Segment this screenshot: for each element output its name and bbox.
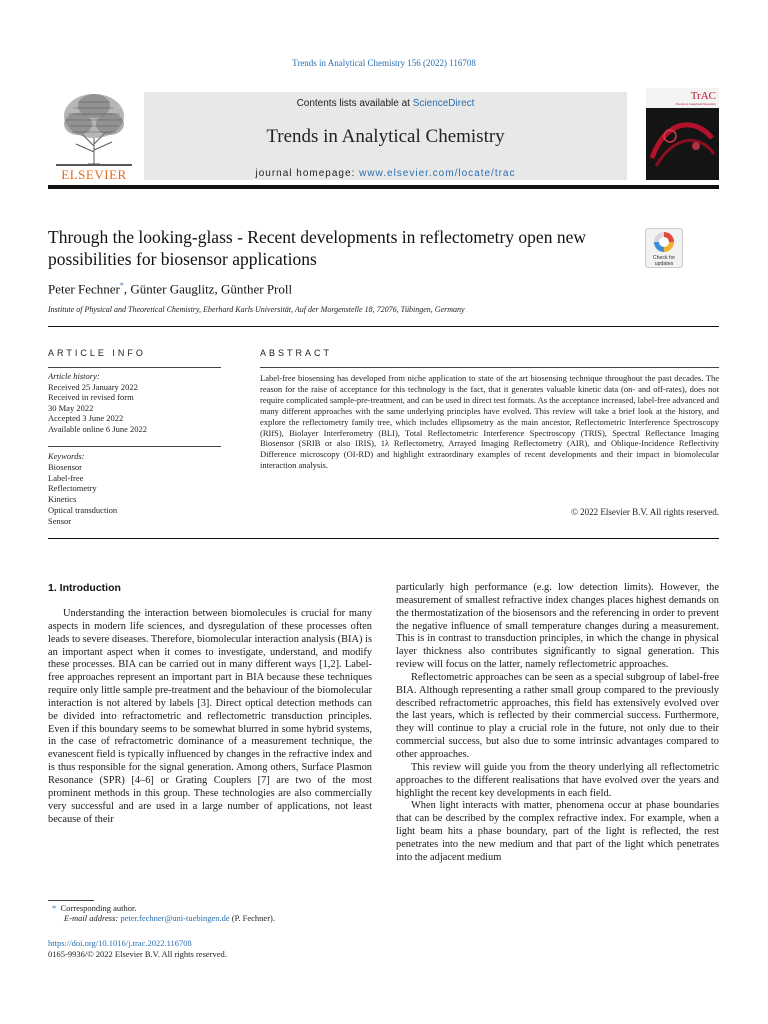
abstract-heading: ABSTRACT bbox=[260, 348, 333, 358]
journal-masthead bbox=[48, 86, 719, 182]
doi-link[interactable]: https://doi.org/10.1016/j.trac.2022.116708 bbox=[48, 938, 192, 948]
corresponding-author-note bbox=[52, 903, 137, 913]
homepage-prefix: journal homepage: bbox=[255, 168, 360, 179]
keywords-block bbox=[48, 451, 223, 527]
author-email-link[interactable]: peter.fechner@uni-tuebingen.de bbox=[120, 913, 230, 923]
history-item: 30 May 2022 bbox=[48, 402, 94, 413]
journal-citation[interactable]: Trends in Analytical Chemistry 156 (2022) 116708 bbox=[292, 58, 476, 68]
history-item: Available online 6 June 2022 bbox=[48, 423, 147, 434]
footnote-rule bbox=[48, 900, 94, 901]
abstract-end-rule bbox=[48, 538, 719, 539]
author-list: Peter Fechner*, Günter Gauglitz, Günther Proll bbox=[48, 281, 293, 297]
paragraph: This review will guide you from the theory underlying all reflectometric approaches to the different realisations that have evolved over the years and highlight the recent key developments in each field. bbox=[396, 761, 719, 799]
history-item: Received in revised form bbox=[48, 392, 134, 403]
keyword: Kinetics bbox=[48, 494, 77, 505]
history-label: Article history: bbox=[48, 371, 100, 381]
sciencedirect-link[interactable]: ScienceDirect bbox=[412, 98, 475, 109]
keyword: Sensor bbox=[48, 515, 72, 526]
journal-info-box bbox=[144, 92, 627, 180]
elsevier-logo[interactable] bbox=[48, 86, 140, 182]
masthead-rule bbox=[48, 185, 719, 189]
author-affiliation: Institute of Physical and Theoretical Chemistry, Eberhard Karls Universität, Auf der Morgenstelle 18, 72076, Tübingen, Germany bbox=[48, 305, 465, 314]
corresponding-text: Corresponding author. bbox=[60, 903, 137, 913]
badge-line1: Check for bbox=[652, 255, 676, 261]
contents-prefix: Contents lists available at bbox=[296, 98, 413, 109]
history-item: Accepted 3 June 2022 bbox=[48, 413, 124, 424]
journal-title: Trends in Analytical Chemistry bbox=[266, 126, 505, 147]
keyword: Label-free bbox=[48, 472, 84, 483]
issn-copyright: 0165-9936/© 2022 Elsevier B.V. All rights reserved. bbox=[48, 949, 227, 959]
paragraph: Reflectometric approaches can be seen as a special subgroup of label-free BIA. Although representing a rather small group compared to the previously described refractometric approaches, this field has extensively evolved over the last years, which is reflected by their commercial success. Furthermore, they will continue to play a crucial role in the future, not only due to their commercial success, but also due to some intrinsic advantages compared to other approaches. bbox=[396, 671, 719, 760]
journal-cover-art bbox=[646, 88, 719, 180]
homepage-line bbox=[144, 168, 627, 179]
body-column-left bbox=[48, 608, 372, 826]
elsevier-tree-icon bbox=[48, 86, 140, 182]
email-suffix: (P. Fechner). bbox=[229, 913, 275, 923]
email-label: E-mail address: bbox=[64, 913, 121, 923]
email-note bbox=[64, 913, 275, 923]
body-column-right bbox=[396, 582, 719, 865]
check-for-updates-icon bbox=[645, 228, 683, 268]
check-for-updates-badge[interactable] bbox=[645, 228, 683, 268]
title-rule bbox=[48, 326, 719, 327]
paragraph: Understanding the interaction between biomolecules is crucial for many aspects in modern life sciences, and dysregulation of these processes often leads to severe diseases. Therefore, biomolecular interaction analysis (BIA) is an important aspect when it comes to investigate, understand, and modify these processes. BIA can be carried out in many different ways [1,2]. Label-free approaches represent an important part in BIA because these techniques require only little sample pre-treatment and the behaviour of the biomolecular interaction is not altered by labels [3]. Direct optical detection methods can be divided into refractometric and reflectometric transduction principles. Even if this boundary seems to be somewhat blurred in some hybrid systems, in the case of refractometric dominance of a measurement technique, the evanescent field is typically influenced by changes in the refractive index and is thus responsible for the signal generation. Among others, Surface Plasmon Resonance (SPR) [4–6] or Grating Couplers [7] are two of the most prominent methods in this group. These technologies are also commercially very successful and are used in a large number of applications, not least because of their bbox=[48, 608, 372, 825]
cover-title: TrAC bbox=[690, 90, 716, 102]
journal-cover-image[interactable] bbox=[646, 88, 719, 180]
history-item: Received 25 January 2022 bbox=[48, 381, 138, 392]
keyword: Biosensor bbox=[48, 461, 82, 472]
abstract-text: Label-free biosensing has developed from niche application to state of the art biosensing technique throughout the past decades. The reason for the raise of acceptance for this technology is the fact, that it generates valuable kinetic data (on- and off-rates), does not require complicated sample-pre-treatment, and can be used in direct test formats. As the acceptance increased, label-free advanced and many different approaches with the same underlying principles have evolved. This review will take a brief look at the history, and explore the reflectometry family tree, which includes ellipsometry as the main ancestor, Reflectometric Interference Spectroscopy (RIfS), Biolayer Interferometry (BLI), Total Reflectometric Interference Spectroscopy (TRIS), Spectral Reflectance Imaging Biosensor (SRIB or also IRIS), 1λ Reflectometry, Arrayed Imaging Reflectometry (AIR), and Oblique-Incidence Reflectivity Difference microscopy (OI-RD) and highlight extraordinary examples of recent developments and their impact in biomolecular interaction analysis. bbox=[260, 373, 719, 471]
journal-homepage-link[interactable]: www.elsevier.com/locate/trac bbox=[359, 168, 516, 179]
corresponding-mark[interactable]: * bbox=[119, 281, 124, 290]
contents-line bbox=[144, 98, 627, 109]
publisher-wordmark: ELSEVIER bbox=[61, 167, 127, 182]
abstract-copyright: © 2022 Elsevier B.V. All rights reserved. bbox=[571, 507, 719, 517]
article-title: Through the looking-glass - Recent developments in reflectometry open new possibilities for biosensor applications bbox=[48, 227, 586, 269]
cover-subtitle: Trends in Analytical Chemistry bbox=[675, 102, 716, 106]
article-info-rule bbox=[48, 367, 221, 368]
badge-line2: updates bbox=[654, 261, 674, 267]
abstract-rule bbox=[260, 367, 719, 368]
article-info-heading: ARTICLE INFO bbox=[48, 348, 146, 358]
keywords-label: Keywords: bbox=[48, 451, 85, 461]
paragraph: particularly high performance (e.g. low detection limits). However, the measurement of smallest refractive index changes places highest demands on the thermostatization of the biosensors and the referencing in order to prevent the negative influence of small temperature changes during a measurement. This is in contrast to transduction principles, in which the change in physical layer thickness also contributes significantly to signal generation. This review will focus on the latter, namely reflectometric approaches. bbox=[396, 582, 719, 671]
introduction-heading: 1. Introduction bbox=[48, 582, 121, 594]
author-name[interactable]: Günter Gauglitz bbox=[130, 281, 215, 297]
author-name[interactable]: Günther Proll bbox=[220, 281, 293, 297]
article-history bbox=[48, 371, 223, 435]
keyword: Reflectometry bbox=[48, 483, 97, 494]
footnote-star: * bbox=[52, 903, 57, 913]
paragraph: When light interacts with matter, phenomena occur at phase boundaries that can be described by the complex refractive index. For example, when a light beam hits a phase boundary, part of the light is reflected, the rest penetrates into the new medium and that part of the light which penetrates into the adjacent medium bbox=[396, 800, 719, 863]
author-name[interactable]: Peter Fechner bbox=[48, 281, 120, 297]
keywords-rule bbox=[48, 446, 221, 447]
keyword: Optical transduction bbox=[48, 504, 118, 515]
